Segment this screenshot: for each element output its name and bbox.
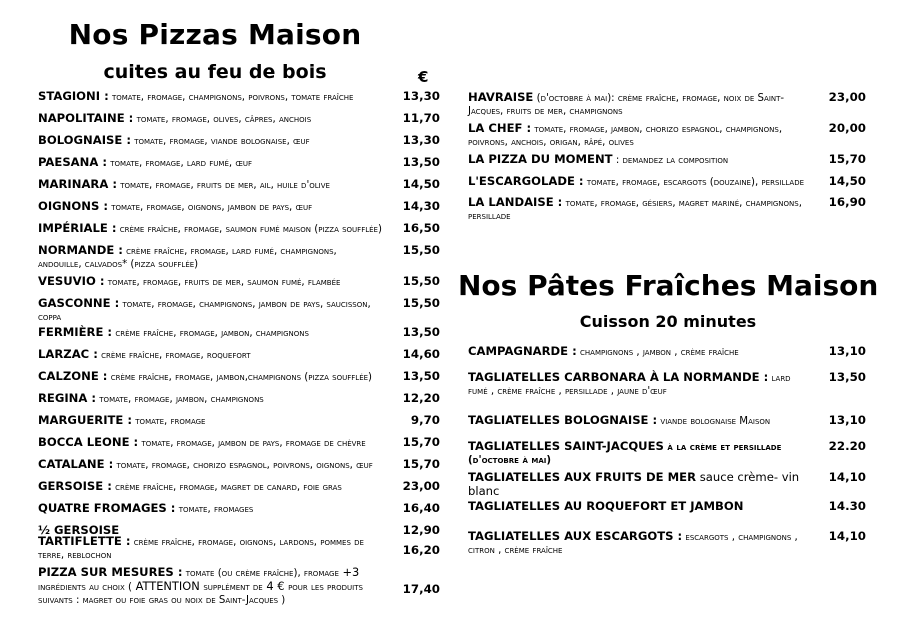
item-ingredients: +3: [338, 565, 360, 579]
menu-item: [468, 345, 866, 359]
item-name: LA CHEF :: [468, 121, 532, 135]
item-ingredients: tomate, fromage, jambon, chorizo espagnol, champignons, poivrons, anchois, origan, râpé, olives: [468, 124, 783, 148]
item-price: 22.20: [828, 439, 866, 453]
item-price: 14,50: [828, 174, 866, 188]
item-description: [38, 480, 442, 494]
item-description: [468, 122, 866, 149]
item-description: [468, 153, 866, 167]
item-description: [38, 178, 442, 192]
menu-item: [468, 175, 866, 189]
item-name: TAGLIATELLES SAINT-JACQUES: [468, 439, 664, 453]
pizza-section-subtitle: cuites au feu de bois: [103, 61, 327, 83]
item-ingredients: crème fraîche, fromage, lard fumé, champignons, andouille, calvados* (pizza soufflée): [38, 246, 337, 270]
menu-item: [468, 440, 866, 467]
item-description: [38, 436, 442, 450]
item-name: NAPOLITAINE :: [38, 111, 134, 125]
menu-item: [38, 178, 442, 192]
item-name: REGINA :: [38, 391, 97, 405]
item-description: [468, 414, 866, 428]
item-name: OIGNONS :: [38, 199, 108, 213]
item-price: 14.30: [828, 499, 866, 513]
item-name: TAGLIATELLES CARBONARA À LA NORMANDE :: [468, 370, 769, 384]
item-ingredients: tomate, fromage, chorizo espagnol, poivrons, oignons, œuf: [116, 460, 373, 471]
item-description: [38, 200, 442, 214]
item-ingredients: crème fraîche, fromage, oignons, lardons, pommes de terre, reblochon: [38, 537, 364, 561]
item-ingredients: (d'octobre à mai):: [533, 93, 615, 104]
item-name: TAGLIATELLES AUX ESCARGOTS :: [468, 529, 683, 543]
item-name: PIZZA SUR MESURES :: [38, 565, 183, 579]
item-price: 13,30: [402, 133, 440, 147]
item-ingredients: crème fraîche, fromage, saumon fumé maison (pizza soufflée): [119, 224, 382, 235]
item-price: 9,70: [410, 413, 440, 427]
menu-item: [38, 436, 442, 450]
menu-item: [468, 371, 866, 398]
item-ingredients: tomate (ou crème fraîche), fromage: [185, 568, 339, 579]
item-description: [38, 244, 442, 271]
item-price: 16,50: [402, 221, 440, 235]
item-description: [38, 297, 442, 324]
item-description: [468, 371, 866, 398]
item-price: 15,70: [402, 457, 440, 471]
item-ingredients: tomate, fromage, champignons, jambon de pays, saucisson, coppa: [38, 299, 371, 323]
item-name: QUATRE FROMAGES :: [38, 501, 176, 515]
item-name: LARZAC :: [38, 347, 98, 361]
item-description: [38, 392, 442, 406]
item-ingredients: tomate, fromage, fruits de mer, ail, huile d'olive: [120, 180, 330, 191]
menu-item: [38, 370, 442, 384]
menu-item: [468, 91, 866, 118]
item-ingredients: escargots , champignons , citron , crème fraîche: [468, 532, 798, 556]
menu-item: [468, 153, 866, 167]
item-ingredients: tomate, fromage, oignons, jambon de pays, œuf: [111, 202, 313, 213]
menu-item: [38, 275, 442, 289]
item-name: LA PIZZA DU MOMENT: [468, 152, 613, 166]
pasta-section-subtitle: Cuisson 20 minutes: [579, 312, 757, 331]
item-price: 12,90: [402, 523, 440, 537]
item-description: [468, 91, 866, 118]
item-ingredients: ingrédients au choix (: [38, 582, 132, 593]
item-price: 14,30: [402, 199, 440, 213]
item-price: 14,60: [402, 347, 440, 361]
item-name: BOLOGNAISE :: [38, 133, 131, 147]
currency-header: €: [418, 68, 429, 86]
item-name: MARGUERITE :: [38, 413, 133, 427]
menu-item: [38, 480, 442, 494]
item-description: [468, 175, 866, 189]
item-name: FERMIÈRE :: [38, 325, 113, 339]
item-ingredients: tomate, fromage, escargots (douzaine), persillade: [586, 177, 805, 188]
item-price: 15,50: [402, 296, 440, 310]
item-price: 13,50: [828, 370, 866, 384]
item-ingredients: champignons , jambon , crème fraîche: [580, 347, 739, 358]
item-description: [468, 440, 866, 467]
item-price: 13,50: [402, 325, 440, 339]
item-description: [468, 196, 866, 223]
item-name: VESUVIO :: [38, 274, 105, 288]
menu-item: [38, 156, 442, 170]
item-description: [468, 530, 866, 557]
item-ingredients: crème fraîche, fromage, jambon,champignons (pizza soufflée): [110, 372, 373, 383]
menu-item: [38, 90, 442, 104]
item-ingredients: tomate, fromage, olives, câpres, anchois: [136, 114, 312, 125]
item-ingredients: 4 €: [262, 579, 289, 593]
item-name: TAGLIATELLES BOLOGNAISE :: [468, 413, 658, 427]
item-name: CAMPAGNARDE :: [468, 344, 577, 358]
menu-item: [38, 566, 442, 607]
item-description: [38, 535, 442, 562]
item-ingredients: pour les produits suivants : magret ou foie gras ou noix de Saint-Jacques ): [38, 582, 363, 606]
menu-item: [468, 414, 866, 428]
item-ingredients: supplément de: [203, 582, 263, 593]
item-ingredients: crème fraîche, fromage, jambon, champignons: [115, 328, 309, 339]
item-price: 17,40: [402, 582, 440, 596]
item-price: 16,20: [402, 543, 440, 557]
item-price: 14,50: [402, 177, 440, 191]
item-name: TAGLIATELLES AUX FRUITS DE MER: [468, 470, 697, 484]
item-ingredients: à la crème et persillade (d'octobre à mai): [468, 442, 782, 466]
item-price: 15,70: [402, 435, 440, 449]
pizza-section-title: Nos Pizzas Maison: [68, 18, 362, 51]
item-name: PAESANA :: [38, 155, 107, 169]
item-ingredients: tomate, fromage, jambon de pays, fromage de chèvre: [141, 438, 366, 449]
item-ingredients: sauce crème- vin blanc: [468, 470, 800, 498]
item-name: TARTIFLETTE :: [38, 534, 131, 548]
item-price: 20,00: [828, 121, 866, 135]
item-description: [38, 348, 442, 362]
item-name: STAGIONI :: [38, 89, 109, 103]
item-price: 15,70: [828, 152, 866, 166]
pasta-section-title: Nos Pâtes Fraîches Maison: [458, 269, 879, 302]
menu-item: [38, 414, 442, 428]
menu-item: [468, 500, 866, 514]
item-name: L'ESCARGOLADE :: [468, 174, 584, 188]
item-price: 23,00: [828, 90, 866, 104]
menu-item: [38, 502, 442, 516]
item-description: [38, 222, 442, 236]
item-price: 14,10: [828, 529, 866, 543]
item-price: 16,40: [402, 501, 440, 515]
item-ingredients: : demandez la composition: [615, 155, 729, 166]
item-description: [468, 345, 866, 359]
item-ingredients: crème fraîche, fromage, noix de Saint-Jacques, fruits de mer, champignons: [468, 93, 785, 117]
item-ingredients: tomate, fromage, jambon, champignons: [99, 394, 264, 405]
item-ingredients: tomate, fromage, viande bolognaise, œuf: [134, 136, 310, 147]
menu-item: [38, 392, 442, 406]
menu-item: [38, 458, 442, 472]
item-name: HAVRAISE: [468, 90, 534, 104]
item-description: [38, 134, 442, 148]
menu-item: [468, 196, 866, 223]
item-description: [38, 156, 442, 170]
item-price: 16,90: [828, 195, 866, 209]
item-price: 15,50: [402, 243, 440, 257]
item-name: CALZONE :: [38, 369, 108, 383]
item-ingredients: tomate, fromages: [178, 504, 254, 515]
item-name: IMPÉRIALE :: [38, 221, 117, 235]
item-description: [38, 326, 442, 340]
menu-item: [468, 471, 866, 499]
item-price: 23,00: [402, 479, 440, 493]
item-price: 13,50: [402, 369, 440, 383]
item-description: [38, 502, 442, 516]
item-name: GASCONNE :: [38, 296, 120, 310]
item-price: 13,50: [402, 155, 440, 169]
item-price: 12,20: [402, 391, 440, 405]
item-name: BOCCA LEONE :: [38, 435, 139, 449]
item-price: 13,30: [402, 89, 440, 103]
item-ingredients: tomate, fromage: [135, 416, 206, 427]
menu-item: [38, 222, 442, 236]
item-name: LA LANDAISE :: [468, 195, 563, 209]
item-ingredients: tomate, fromage, gésiers, magret mariné, champignons, persillade: [468, 198, 802, 222]
item-name: MARINARA :: [38, 177, 117, 191]
item-ingredients: tomate, fromage, champignons, poivrons, tomate fraîche: [111, 92, 354, 103]
menu-item: [38, 112, 442, 126]
item-price: 15,50: [402, 274, 440, 288]
item-ingredients: tomate, fromage, fruits de mer, saumon fumé, flambée: [107, 277, 341, 288]
item-description: [38, 112, 442, 126]
menu-item: [38, 134, 442, 148]
item-description: [38, 458, 442, 472]
item-price: 13,10: [828, 344, 866, 358]
item-description: [468, 500, 866, 514]
menu-item: [38, 326, 442, 340]
item-description: [38, 414, 442, 428]
item-description: [38, 90, 442, 104]
item-name: GERSOISE :: [38, 479, 112, 493]
item-price: 11,70: [402, 111, 440, 125]
item-price: 13,10: [828, 413, 866, 427]
menu-item: [468, 122, 866, 149]
item-description: [38, 370, 442, 384]
item-name: ½ GERSOISE: [38, 523, 120, 537]
menu-item: [38, 297, 442, 324]
item-price: 14,10: [828, 470, 866, 484]
item-name: CATALANE :: [38, 457, 114, 471]
item-description: [38, 275, 442, 289]
item-ingredients: crème fraîche, fromage, roquefort: [101, 350, 251, 361]
item-ingredients: ATTENTION: [131, 579, 204, 593]
menu-item: [38, 244, 442, 271]
item-description: [468, 471, 866, 499]
item-ingredients: viande bolognaise Maison: [660, 416, 771, 427]
item-name: TAGLIATELLES AU ROQUEFORT ET JAMBON: [468, 499, 744, 513]
menu-item: [38, 348, 442, 362]
item-name: NORMANDE :: [38, 243, 123, 257]
menu-item: [38, 535, 442, 562]
item-ingredients: lard fumé , crème fraîche , persillade , jaune d'œuf: [468, 373, 791, 397]
item-ingredients: crème fraîche, fromage, magret de canard, foie gras: [115, 482, 342, 493]
menu-item: [468, 530, 866, 557]
menu-item: [38, 200, 442, 214]
item-ingredients: tomate, fromage, lard fumé, œuf: [110, 158, 252, 169]
item-description: [38, 566, 442, 607]
